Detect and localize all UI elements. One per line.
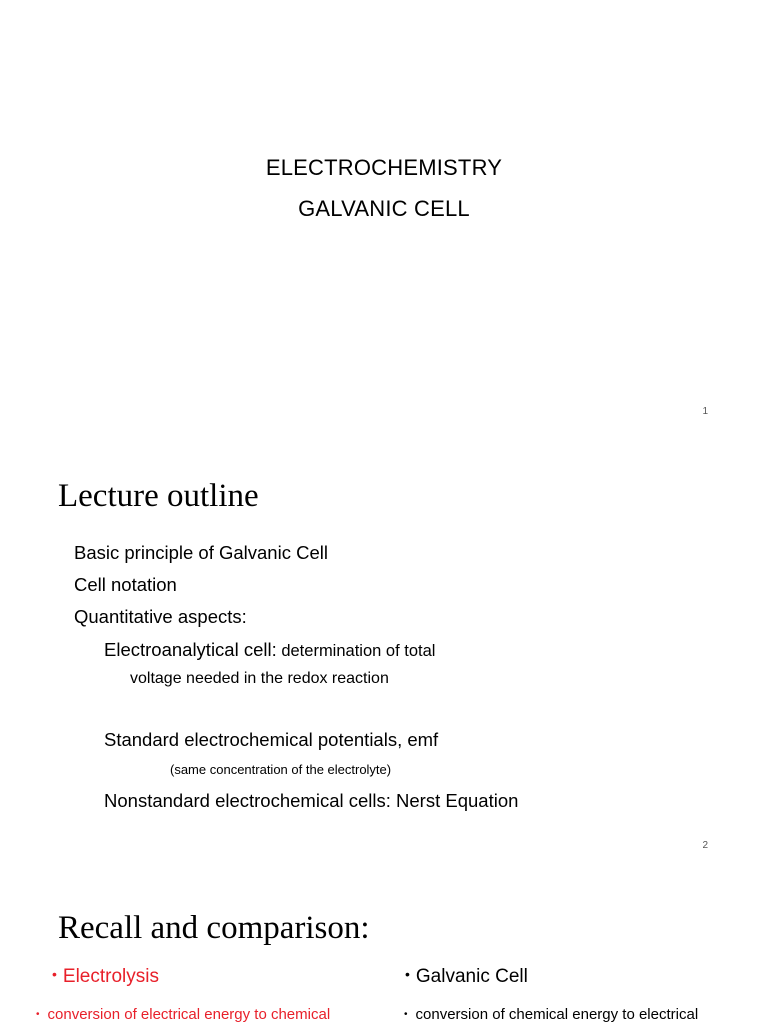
outline-item-standard-potentials: Standard electrochemical potentials, emf — [104, 729, 439, 750]
galvanic-cell-description — [404, 1006, 698, 1023]
outline-item-electroanalytical — [104, 639, 435, 661]
electroanalytical-desc-continued: voltage needed in the redox reaction — [130, 670, 389, 687]
slide-title-line-1: ELECTROCHEMISTRY — [265, 155, 503, 180]
bullet-icon: • — [52, 966, 57, 982]
electroanalytical-desc: determination of total — [276, 642, 436, 660]
outline-item-nonstandard: Nonstandard electrochemical cells: Nerst Equation — [104, 790, 519, 811]
electrolysis-description — [36, 1006, 330, 1023]
page-number: 2 — [702, 840, 708, 851]
electrolysis-desc-text: conversion of electrical energy to chemical — [47, 1006, 331, 1023]
outline-item-basic-principle: Basic principle of Galvanic Cell — [74, 542, 328, 563]
slide-3 — [0, 866, 768, 1024]
electrolysis-heading — [52, 966, 159, 988]
outline-item-cell-notation: Cell notation — [74, 574, 177, 595]
bullet-icon: • — [405, 966, 410, 982]
page-number: 1 — [702, 406, 708, 417]
electroanalytical-label: Electroanalytical cell: — [104, 639, 277, 660]
standard-potentials-note: (same concentration of the electrolyte) — [170, 762, 392, 777]
galvanic-cell-label: Galvanic Cell — [415, 966, 528, 987]
slide-1 — [0, 0, 768, 433]
bullet-icon: • — [404, 1009, 408, 1020]
slide-2 — [0, 433, 768, 866]
outline-item-quantitative: Quantitative aspects: — [74, 606, 247, 627]
galvanic-cell-desc-text: conversion of chemical energy to electrical — [415, 1006, 699, 1023]
bullet-icon: • — [36, 1009, 40, 1020]
slide-heading: Lecture outline — [58, 478, 259, 514]
slide-heading: Recall and comparison: — [58, 910, 370, 946]
electrolysis-label: Electrolysis — [62, 966, 159, 987]
slide-title-line-2: GALVANIC CELL — [298, 196, 470, 221]
galvanic-cell-heading — [405, 966, 528, 988]
